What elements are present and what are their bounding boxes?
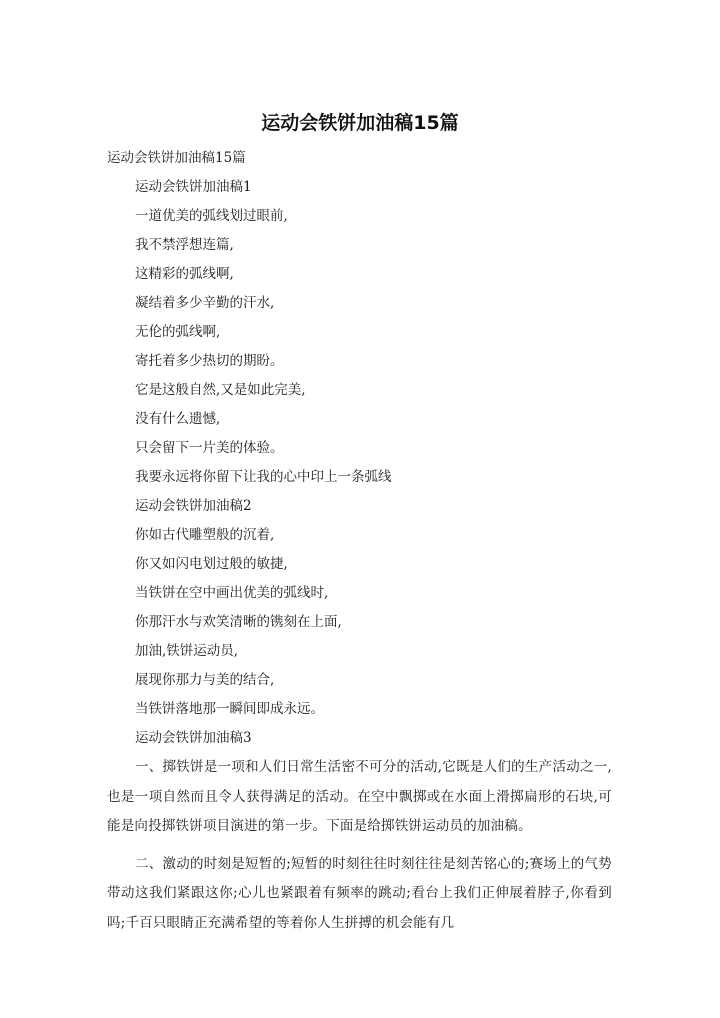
poem-line: 你如古代雕塑般的沉着, [135,527,275,543]
poem-line: 它是这般自然,又是如此完美, [135,382,306,398]
poem-line: 加油,铁饼运动员, [135,643,239,659]
poem-line: 当铁饼在空中画出优美的弧线时, [135,585,329,601]
section-heading: 运动会铁饼加油稿3 [135,730,252,746]
section-heading: 运动会铁饼加油稿1 [135,179,252,195]
document-subtitle: 运动会铁饼加油稿15篇 [107,150,246,166]
document-title: 运动会铁饼加油稿15篇 [261,112,459,134]
poem-line: 无伦的弧线啊, [135,324,221,340]
poem-line: 我不禁浮想连篇, [135,237,234,253]
poem-line: 这精彩的弧线啊, [135,266,234,282]
poem-line: 展现你那力与美的结合, [135,672,275,688]
poem-line: 我要永远将你留下让我的心中印上一条弧线 [135,469,392,485]
section-heading: 运动会铁饼加油稿2 [135,498,252,514]
poem-line: 你那汗水与欢笑清晰的镌刻在上面, [135,614,342,630]
body-paragraph: 一、掷铁饼是一项和人们日常生活密不可分的活动,它既是人们的生产活动之一,也是一项自然而且令人获得满足的活动。在空中飘掷或在水面上滑掷扁形的石块,可能是向投掷铁饼项目演进的第一步。下面是给掷铁饼运动员的加油稿。 [107,759,612,834]
poem-line: 一道优美的弧线划过眼前, [135,208,288,224]
poem-line: 寄托着多少热切的期盼。 [135,353,284,369]
document-body [107,144,612,938]
poem-line: 只会留下一片美的体验。 [135,440,284,456]
poem-line: 没有什么遗憾, [135,411,221,427]
poem-line: 你又如闪电划过般的敏捷, [135,556,288,572]
poem-line: 凝结着多少辛勤的汗水, [135,295,275,311]
poem-line: 当铁饼落地那一瞬间即成永远。 [135,701,324,717]
body-paragraph: 二、激动的时刻是短暂的;短暂的时刻往往时刻往往是刻苦铭心的;赛场上的气势带动这我们紧跟这你;心儿也紧跟着有频率的跳动;看台上我们正伸展着脖子,你看到吗;千百只眼睛正充满希望的等着你人生拼搏的机会能有几 [107,855,612,931]
